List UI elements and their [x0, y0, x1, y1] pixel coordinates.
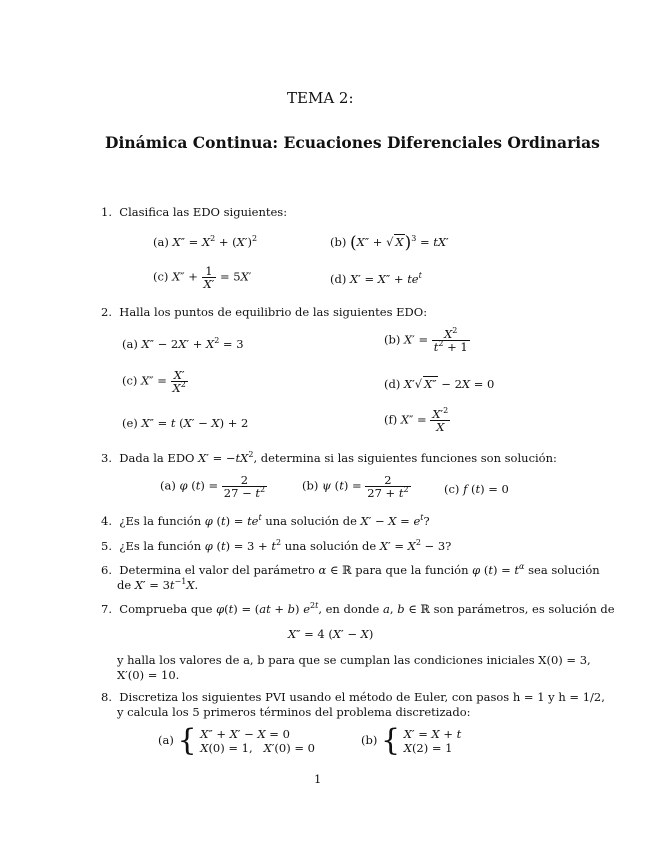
question-number: 1. [101, 205, 112, 219]
question-number: 2. [101, 305, 112, 319]
question-number: 4. [101, 514, 112, 528]
q2-item-b: (b) X′ = $\frac{X^2}{t^2 + 1}$ [384, 326, 468, 354]
q1-item-d: (d) $X' = X'' + te^t$ [330, 271, 422, 286]
question-number: 6. [101, 563, 112, 577]
page-number: 1 [314, 772, 322, 786]
question-6: 6. Determina el valor del parámetro α ∈ ℝ para que la función φ $(t) = t^\alpha$ sea solución [101, 562, 600, 577]
q3-item-a: (a) φ (t) = $\frac{2}{27 - t^2}$ [160, 473, 266, 500]
question-4: 4. ¿Es la función φ $(t) = te^t$ una solución de $X' - X = e^t$? [101, 513, 430, 528]
q1-item-b: (b) (X″ + √ X)$^3$ = tX′ [330, 233, 449, 253]
q3-item-b: (b) ψ (t) = $\frac{2}{27 + t^2}$ [302, 473, 409, 500]
q1-item-c: (c) X″ + $\frac{1}{X'}$ = 5X′ [153, 264, 252, 291]
q2-item-d: (d) X′√ X″ − 2X = 0 [384, 377, 495, 391]
question-number: 3. [101, 451, 112, 465]
page-subtitle: Dinámica Continua: Ecuaciones Diferenciales Ordinarias [105, 133, 600, 152]
question-8: 8. Discretiza los siguientes PVI usando el método de Euler, con pasos h = 1 y h = 1/2, [101, 690, 605, 704]
q8-item-b: (b) { X′ = X + t X(2) = 1 [361, 723, 462, 758]
q3-item-c: (c) f (t) = 0 [444, 482, 509, 496]
question-7-line-2: y halla los valores de a, b para que se cumplan las condiciones iniciales X(0) = 3, [117, 653, 591, 667]
question-number: 8. [101, 690, 112, 704]
question-3: 3. Dada la EDO $X' = -tX^2$, determina si las siguientes funciones son solución: [101, 450, 557, 465]
question-7-line-3: X′(0) = 10. [117, 668, 180, 682]
q8-item-a: (a) { X″ + X′ − X = 0 X(0) = 1, X′(0) = 0 [158, 723, 315, 758]
q2-item-a: (a) $X'' - 2X' + X^2 = 3$ [122, 336, 244, 351]
page-title: TEMA 2: [287, 89, 354, 107]
q2-item-c: (c) X″ = $\frac{X'}{X^2}$ [122, 368, 186, 395]
q2-item-f: (f) X″ = $\frac{X'^2}{X}$ [384, 406, 449, 434]
q2-item-e: (e) X″ = t (X′ − X) + 2 [122, 416, 249, 430]
question-8-line-2: y calcula los 5 primeros términos del problema discretizado: [117, 705, 471, 719]
question-text: Clasifica las EDO siguientes: [119, 205, 288, 219]
question-5: 5. ¿Es la función φ $(t) = 3 + t^2$ una solución de $X' = X^2 - 3$? [101, 538, 452, 553]
question-number: 5. [101, 539, 112, 553]
question-2 [101, 305, 427, 320]
question-6-line-2: de $X' = 3t^{-1}X$. [117, 577, 199, 592]
question-7: 7. Comprueba que φ(t) = (at + b) $e^{2t}$, en donde a, b ∈ ℝ son parámetros, es solución de [101, 601, 615, 616]
question-1 [101, 205, 287, 220]
question-text: Halla los puntos de equilibrio de las siguientes EDO: [119, 305, 428, 319]
question-number: 7. [101, 602, 112, 616]
q1-item-a: (a) $X'' = X^2 + (X')^2$ [153, 234, 258, 249]
q7-equation: X″ = 4 (X′ − X) [288, 627, 374, 641]
